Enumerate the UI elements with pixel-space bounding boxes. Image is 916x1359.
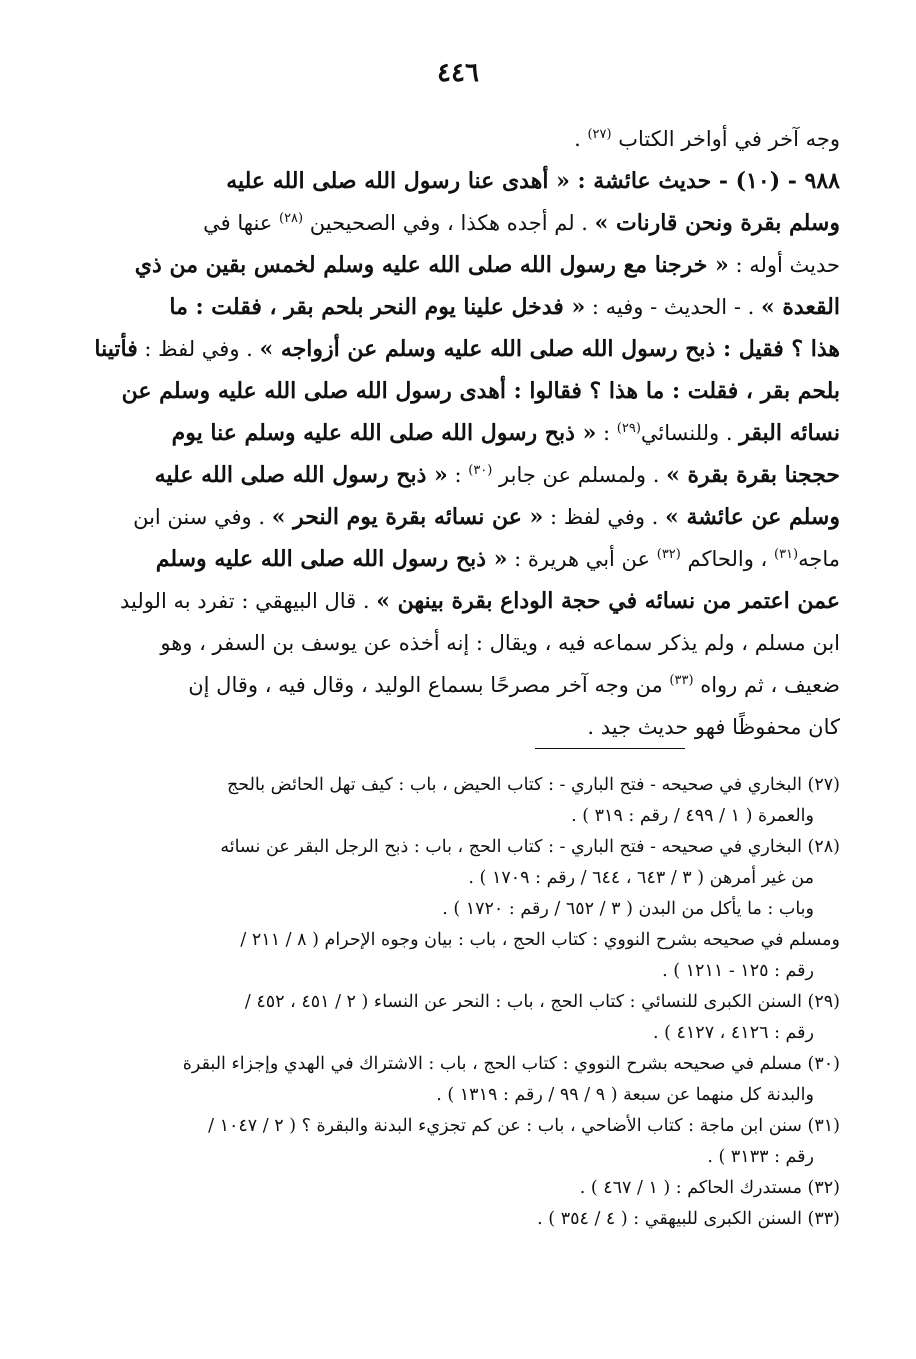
body-line: [68, 454, 840, 496]
footnote-line: ومسلم في صحيحه بشرح النووي : كتاب الحج ، باب : بيان وجوه الإحرام ( ٨ / ٢١١ /: [240, 930, 840, 950]
text-run: . لم أجده هكذا ، وفي الصحيحين: [303, 211, 595, 235]
hadith-text: « عن نسائه بقرة يوم النحر »: [271, 504, 544, 530]
text-run: ضعيف ، ثم رواه: [693, 673, 840, 697]
body-line: [68, 160, 840, 202]
footnote-ref: (٢٨): [279, 211, 304, 226]
footnote-ref: (٢٧): [587, 127, 612, 142]
text-run: . وفي سنن ابن: [133, 505, 272, 529]
footnote-line: رقم : ١٢٥ - ١٢١١ ) .: [662, 961, 814, 981]
footnote-line: والبدنة كل منهما عن سبعة ( ٩ / ٩٩ / رقم : ١٣١٩ ) .: [436, 1085, 814, 1105]
footnote-line: (٢٨) البخاري في صحيحه - فتح الباري - : كتاب الحج ، باب : ذبح الرجل البقر عن نسائه: [220, 837, 840, 857]
hadith-text: « ذبح رسول الله صلى الله عليه وسلم: [155, 546, 508, 572]
text-run: عن أبي هريرة :: [507, 547, 657, 571]
text-run: ، والحاكم: [680, 547, 774, 571]
body-line: [68, 622, 840, 664]
body-line: [68, 538, 840, 580]
hadith-text: « ذبح رسول الله صلى الله عليه وسلم عنا يوم: [171, 420, 597, 446]
text-run: . ولمسلم عن جابر: [492, 463, 667, 487]
footnote-line: (٢٧) البخاري في صحيحه - فتح الباري - : كتاب الحيض ، باب : كيف تهل الحائض بالحج: [226, 775, 840, 795]
footnote-ref: (٣١): [773, 547, 799, 562]
body-line: [68, 118, 840, 160]
text-run: . وللنسائي: [640, 421, 740, 445]
footnote-line: والعمرة ( ١ / ٤٩٩ / رقم : ٣١٩ ) .: [571, 806, 814, 826]
body-line: [68, 202, 840, 244]
body-line: [68, 286, 840, 328]
hadith-text: بلحم بقر ، فقلت : ما هذا ؟ فقالوا : أهدى رسول الله صلى الله عليه وسلم عن: [121, 378, 840, 404]
hadith-text: وسلم عن عائشة »: [665, 504, 840, 530]
footnote-line: (٣١) سنن ابن ماجة : كتاب الأضاحي ، باب : عن كم تجزيء البدنة والبقرة ؟ ( ٢ / ١٠٤٧ /: [208, 1116, 840, 1136]
page-number: ٤٤٦: [437, 58, 479, 88]
footnote-line: (٣٣) السنن الكبرى للبيهقي : ( ٤ / ٣٥٤ ) .: [537, 1209, 840, 1229]
footnote-line: وباب : ما يأكل من البدن ( ٣ / ٦٥٢ / رقم : ١٧٢٠ ) .: [442, 899, 814, 919]
text-run: . وفي لفظ :: [137, 337, 260, 361]
main-text: [68, 118, 840, 748]
footnote-separator: [535, 748, 685, 749]
footnotes: [68, 770, 840, 1235]
text-run: ماجه: [798, 547, 840, 571]
body-line: [68, 496, 840, 538]
body-line: [68, 706, 840, 748]
footnote-line: رقم : ٤١٢٦ ، ٤١٢٧ ) .: [652, 1023, 814, 1043]
hadith-text: وسلم بقرة ونحن قارنات »: [594, 210, 840, 236]
text-run: ابن مسلم ، ولم يذكر سماعه فيه ، ويقال : إنه أخذه عن يوسف بن السفر ، وهو: [160, 631, 840, 655]
text-run: كان محفوظًا فهو حديث جيد .: [587, 715, 840, 739]
hadith-text: حججنا بقرة بقرة »: [666, 462, 840, 488]
body-line: [68, 244, 840, 286]
text-run: من وجه آخر مصرحًا بسماع الوليد ، وقال فيه ، وقال إن: [188, 673, 670, 697]
hadith-text: هذا ؟ فقيل : ذبح رسول الله صلى الله عليه وسلم عن أزواجه »: [259, 336, 840, 362]
hadith-text: فأتينا: [94, 336, 138, 362]
footnote-line: رقم : ٣١٣٣ ) .: [707, 1147, 814, 1167]
hadith-text: عمن اعتمر من نسائه في حجة الوداع بقرة بينهن »: [376, 588, 840, 614]
body-line: [68, 580, 840, 622]
body-line: [68, 370, 840, 412]
hadith-text: « ذبح رسول الله صلى الله عليه: [154, 462, 448, 488]
hadith-text: ٩٨٨ - (١٠) - حديث عائشة : « أهدى عنا رسول الله صلى الله عليه: [226, 168, 840, 194]
hadith-text: القعدة »: [760, 294, 840, 320]
body-line: [68, 412, 840, 454]
footnote-ref: (٣٣): [669, 673, 694, 688]
text-run: حديث أوله :: [728, 253, 840, 277]
body-line: [68, 664, 840, 706]
footnote-line: (٢٩) السنن الكبرى للنسائي : كتاب الحج ، باب : النحر عن النساء ( ٢ / ٤٥١ ، ٤٥٢ /: [244, 992, 840, 1012]
text-run: . - الحديث - وفيه :: [585, 295, 761, 319]
text-run: عنها في: [203, 211, 279, 235]
footnote-line: من غير أمرهن ( ٣ / ٦٤٣ ، ٦٤٤ / رقم : ١٧٠٩ ) .: [468, 868, 814, 888]
text-run: . وفي لفظ :: [543, 505, 666, 529]
text-run: :: [596, 421, 617, 445]
text-run: وجه آخر في أواخر الكتاب: [611, 127, 840, 151]
body-line: [68, 328, 840, 370]
text-run: :: [447, 463, 469, 487]
footnote-ref: (٢٩): [616, 421, 641, 436]
footnote-ref: (٣٢): [656, 547, 681, 562]
text-run: .: [574, 127, 588, 151]
footnote-ref: (٣٠): [468, 463, 493, 478]
hadith-text: « خرجنا مع رسول الله صلى الله عليه وسلم لخمس بقين من ذي: [134, 252, 729, 278]
footnote-line: (٣٠) مسلم في صحيحه بشرح النووي : كتاب الحج ، باب : الاشتراك في الهدي وإجزاء البقرة: [182, 1054, 840, 1074]
hadith-text: نسائه البقر: [739, 420, 840, 446]
text-run: . قال البيهقي : تفرد به الوليد: [119, 589, 377, 613]
hadith-text: « فدخل علينا يوم النحر بلحم بقر ، فقلت : ما: [169, 294, 586, 320]
footnote-line: (٣٢) مستدرك الحاكم : ( ١ / ٤٦٧ ) .: [579, 1178, 840, 1198]
